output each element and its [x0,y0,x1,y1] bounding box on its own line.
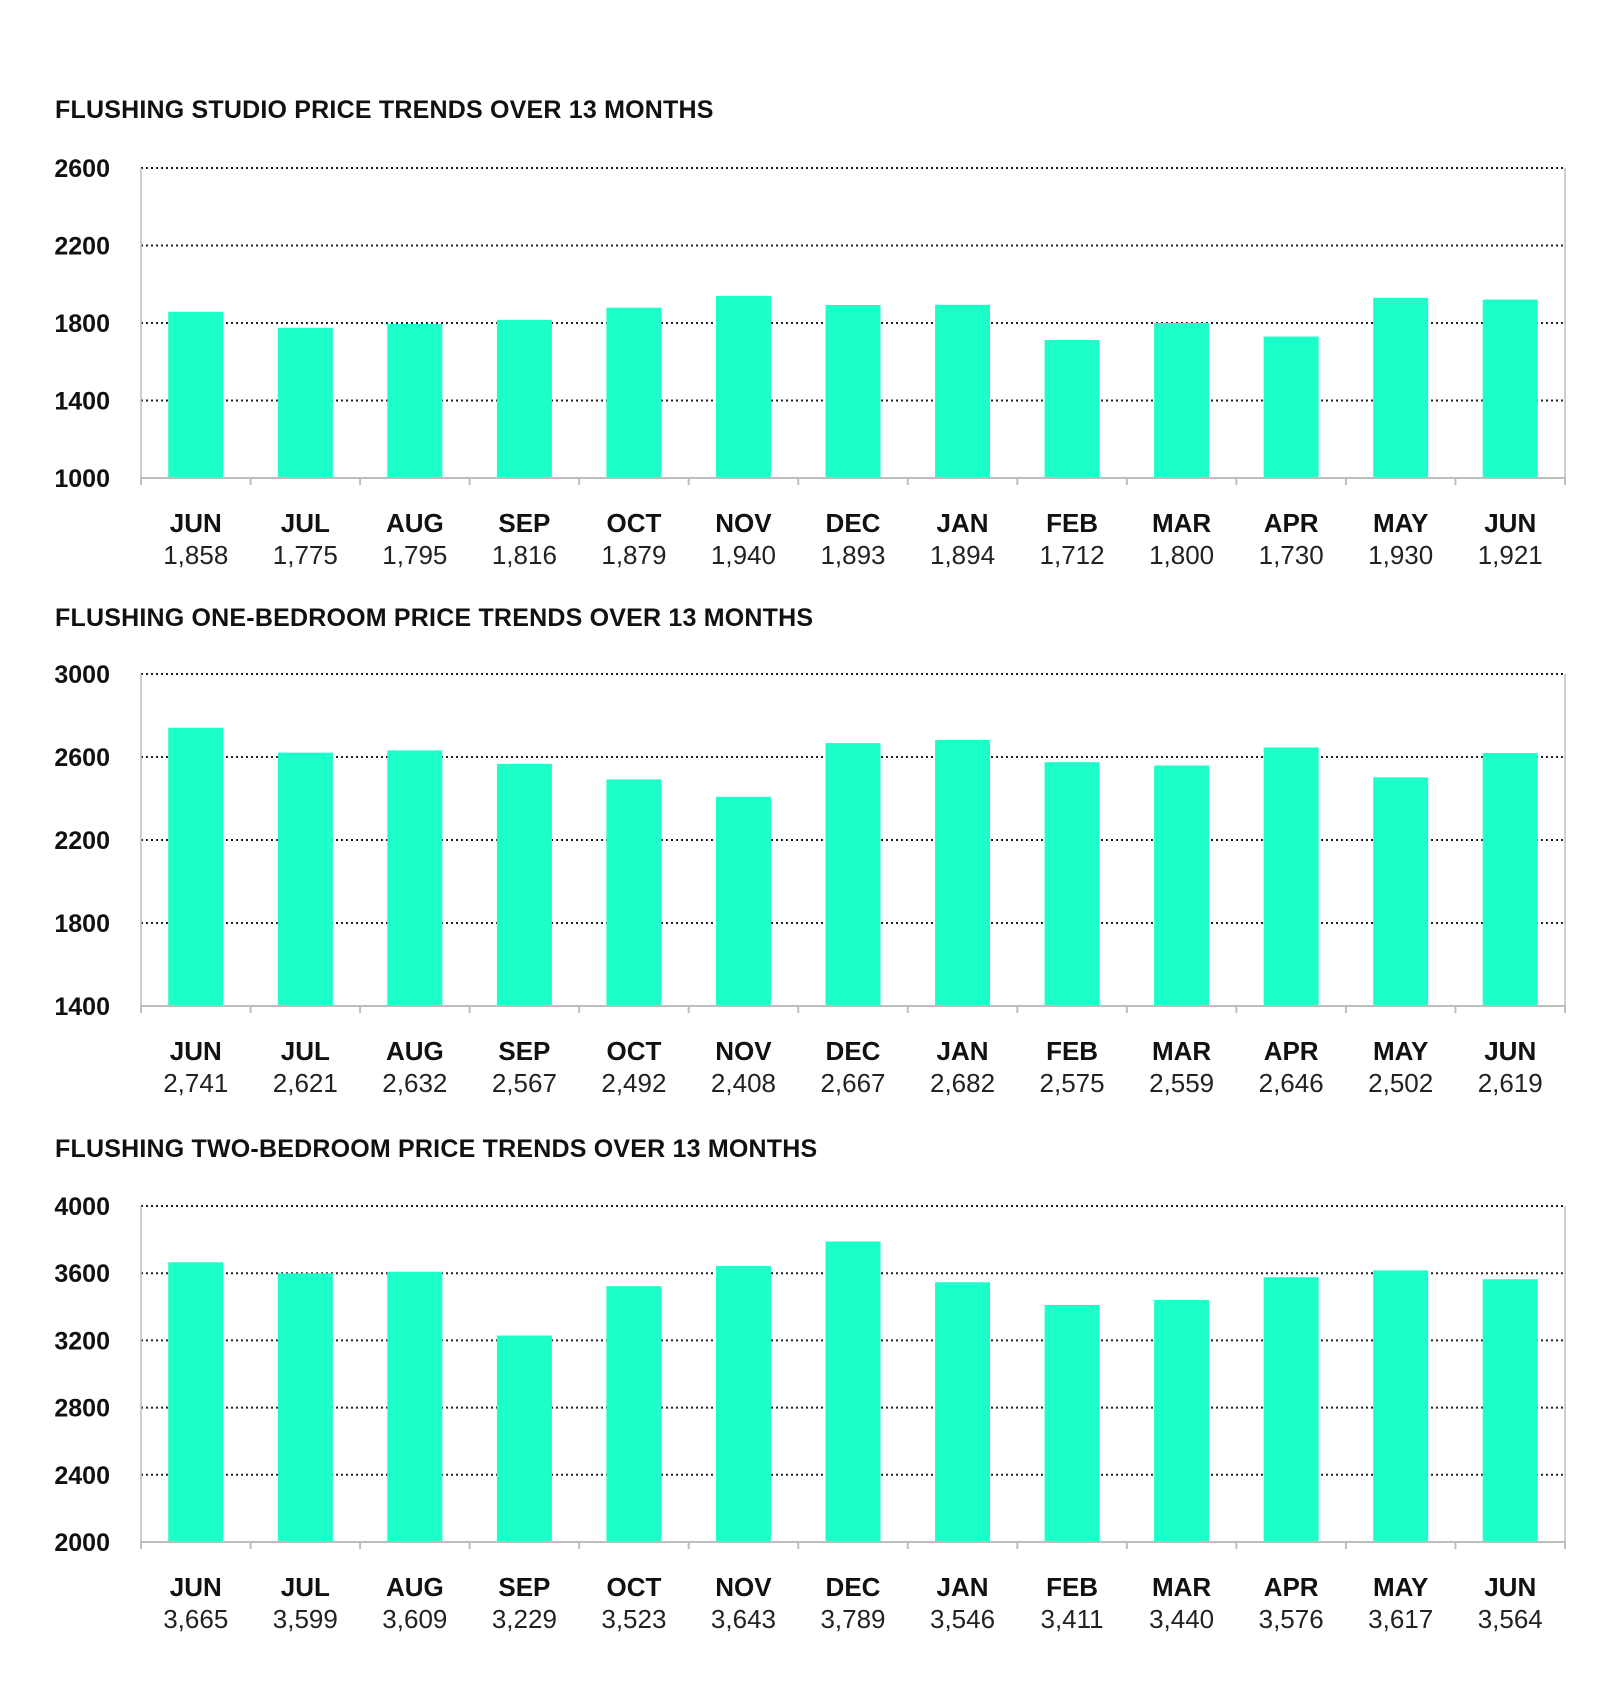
y-tick-label: 2200 [54,232,110,261]
x-category-label: AUG [385,1572,444,1602]
data-label: 1,730 [1258,540,1324,570]
y-tick-label: 1800 [54,310,110,338]
bar [606,1286,661,1542]
y-tick-label: 3200 [54,1327,110,1356]
data-label: 3,665 [163,1604,229,1634]
y-tick-label: 2600 [54,744,110,772]
data-label: 3,564 [1477,1604,1543,1634]
bar [168,312,223,478]
y-tick-label: 2600 [54,155,110,183]
data-label: 2,682 [929,1068,996,1098]
bar [826,1241,881,1542]
bar [1045,762,1100,1006]
bar [1045,340,1100,478]
y-tick-label: 2200 [54,827,110,855]
two-bedroom-chart [0,1135,1600,1655]
bar [716,1266,771,1542]
data-label: 2,619 [1477,1068,1543,1098]
bar [1045,1305,1100,1542]
data-label: 3,643 [710,1604,777,1634]
bar [168,728,223,1006]
bar [1373,777,1428,1006]
data-label: 2,567 [491,1068,557,1098]
bar [1154,323,1209,478]
data-label: 3,229 [491,1604,557,1634]
data-label: 3,440 [1149,1604,1215,1634]
bar [387,324,442,478]
data-label: 2,559 [1149,1068,1215,1098]
bar [1264,1277,1319,1542]
data-label: 1,775 [272,540,338,570]
y-tick-label: 3600 [54,1260,110,1289]
x-category-label: FEB [1046,508,1099,538]
bar [1373,298,1428,478]
x-category-label: MAY [1372,1036,1429,1066]
bar [606,308,661,478]
x-category-label: JUL [280,1036,330,1066]
one-bedroom-chart [0,604,1600,1104]
bar [606,779,661,1006]
x-category-label: AUG [385,508,444,538]
y-tick-label: 1400 [54,387,110,416]
bar [716,797,771,1006]
x-category-label: MAY [1372,1572,1429,1602]
data-label: 1,879 [601,540,667,570]
studio-plot [0,96,1600,576]
two-bedroom-plot [0,1135,1600,1655]
x-category-label: DEC [825,1036,881,1066]
one-bedroom-plot [0,604,1600,1104]
data-label: 3,609 [382,1604,448,1634]
data-label: 3,789 [820,1604,886,1634]
data-label: 1,795 [382,540,448,570]
bar [1483,753,1538,1006]
data-label: 1,893 [820,540,886,570]
x-category-label: JUN [1484,508,1537,538]
chart-title: FLUSHING STUDIO PRICE TRENDS OVER 13 MONTHS [55,96,714,124]
x-category-label: APR [1263,508,1319,538]
data-label: 2,632 [382,1068,448,1098]
x-category-label: AUG [385,1036,444,1066]
y-tick-label: 2000 [54,1529,110,1557]
data-label: 2,646 [1258,1068,1324,1098]
x-category-label: APR [1263,1036,1319,1066]
data-label: 1,858 [163,540,229,570]
data-label: 1,894 [929,540,996,570]
studio-chart [0,96,1600,576]
data-label: 2,575 [1039,1068,1105,1098]
data-label: 2,502 [1368,1068,1434,1098]
data-label: 1,921 [1477,540,1543,570]
bar [497,320,552,478]
y-tick-label: 1800 [54,910,110,938]
bar [716,296,771,478]
data-label: 2,408 [710,1068,777,1098]
y-tick-label: 3000 [54,661,110,689]
bar [935,305,990,478]
bar [1483,1279,1538,1542]
data-label: 3,599 [272,1604,338,1634]
x-category-label: FEB [1046,1036,1099,1066]
bar [387,750,442,1006]
chart-title: FLUSHING TWO-BEDROOM PRICE TRENDS OVER 13 MONTHS [55,1135,818,1163]
bar [826,305,881,478]
bar [1373,1270,1428,1542]
data-label: 3,546 [929,1604,996,1634]
x-category-label: JUL [280,508,330,538]
x-category-label: JUN [1484,1036,1537,1066]
x-category-label: MAR [1152,508,1212,538]
data-label: 1,712 [1039,540,1105,570]
data-label: 2,492 [601,1068,667,1098]
bar [1154,766,1209,1006]
bar [1154,1300,1209,1542]
x-category-label: JUN [169,508,222,538]
y-tick-label: 1000 [54,465,110,493]
x-category-label: JUN [1484,1572,1537,1602]
x-category-label: MAR [1152,1572,1212,1602]
x-category-label: OCT [606,1572,662,1602]
bar [278,753,333,1006]
data-label: 2,741 [163,1068,229,1098]
bar [387,1272,442,1542]
data-label: 2,667 [820,1068,886,1098]
x-category-label: MAY [1372,508,1429,538]
bar [278,328,333,478]
bar [168,1262,223,1542]
y-tick-label: 1400 [54,993,110,1021]
x-category-label: JUN [169,1036,222,1066]
x-category-label: JUN [169,1572,222,1602]
bar [497,1336,552,1542]
y-tick-label: 2400 [54,1461,110,1490]
x-category-label: FEB [1046,1572,1099,1602]
y-tick-label: 4000 [54,1193,110,1221]
data-label: 1,816 [491,540,557,570]
y-tick-label: 2800 [54,1394,110,1423]
x-category-label: SEP [498,1572,551,1602]
chart-title: FLUSHING ONE-BEDROOM PRICE TRENDS OVER 13 MONTHS [55,604,814,632]
x-category-label: JAN [936,508,989,538]
x-category-label: NOV [715,508,772,538]
bar [1483,300,1538,478]
data-label: 2,621 [272,1068,338,1098]
x-category-label: MAR [1152,1036,1212,1066]
data-label: 1,930 [1368,540,1434,570]
data-label: 3,617 [1368,1604,1434,1634]
x-category-label: DEC [825,508,881,538]
bar [1264,337,1319,478]
data-label: 3,576 [1258,1604,1324,1634]
x-category-label: DEC [825,1572,881,1602]
x-category-label: OCT [606,1036,662,1066]
x-category-label: SEP [498,1036,551,1066]
bar [278,1273,333,1542]
data-label: 1,800 [1149,540,1215,570]
data-label: 1,940 [710,540,777,570]
x-category-label: SEP [498,508,551,538]
bar [497,764,552,1006]
x-category-label: NOV [715,1036,772,1066]
x-category-label: OCT [606,508,662,538]
x-category-label: JUL [280,1572,330,1602]
bar [1264,747,1319,1006]
data-label: 3,411 [1040,1604,1104,1634]
x-category-label: JAN [936,1572,989,1602]
x-category-label: JAN [936,1036,989,1066]
bar [826,743,881,1006]
bar [935,740,990,1006]
bar [935,1282,990,1542]
data-label: 3,523 [601,1604,667,1634]
x-category-label: NOV [715,1572,772,1602]
x-category-label: APR [1263,1572,1319,1602]
